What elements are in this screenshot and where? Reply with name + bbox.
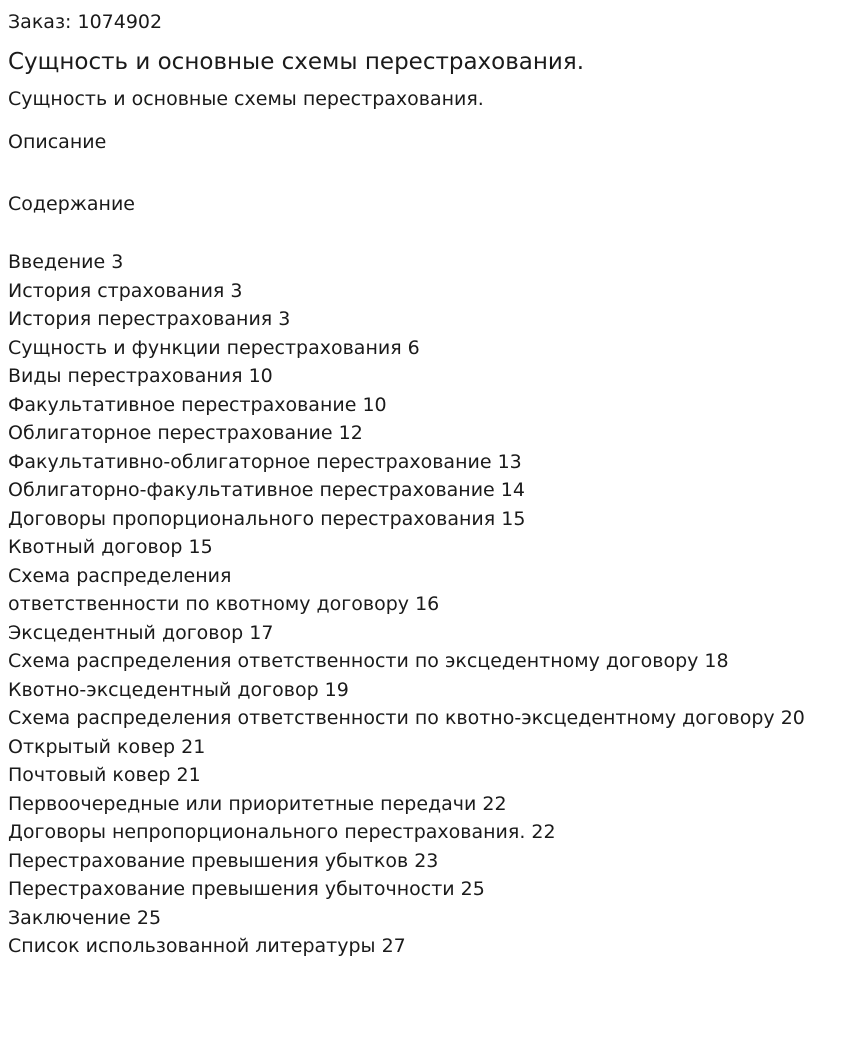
toc-item: Договоры непропорционального перестрахования. 22 <box>8 821 556 843</box>
toc-item: Введение 3 <box>8 251 124 273</box>
toc-item: Схема распределения ответственности по эксцедентному договору 18 <box>8 650 729 672</box>
toc-item: Схема распределения <box>8 564 232 587</box>
description-heading: Описание <box>8 131 107 153</box>
toc-item: Факультативное перестрахование 10 <box>8 393 387 416</box>
toc-item: История перестрахования 3 <box>8 308 291 330</box>
toc-item: Облигаторное перестрахование 12 <box>8 422 363 444</box>
toc-item: Перестрахование превышения убытков 23 <box>8 849 439 872</box>
toc-item: Перестрахование превышения убыточности 25 <box>8 878 485 900</box>
toc-item: Договоры пропорционального перестрахования 15 <box>8 507 526 530</box>
toc-item: ответственности по квотному договору 16 <box>8 593 440 615</box>
table-of-contents <box>8 248 805 961</box>
toc-item: Квотный договор 15 <box>8 536 213 558</box>
toc-item: Виды перестрахования 10 <box>8 365 273 387</box>
toc-item: Список использованной литературы 27 <box>8 935 406 957</box>
toc-item: Заключение 25 <box>8 906 162 929</box>
page-title: Сущность и основные схемы перестрахования. <box>8 49 585 75</box>
page-subtitle: Сущность и основные схемы перестрахования. <box>8 88 484 110</box>
toc-item: Первоочередные или приоритетные передачи 22 <box>8 792 507 815</box>
toc-item: Почтовый ковер 21 <box>8 764 201 786</box>
toc-item: Открытый ковер 21 <box>8 735 206 758</box>
toc-item: Квотно-эксцедентный договор 19 <box>8 678 349 701</box>
toc-item: Факультативно-облигаторное перестрахование 13 <box>8 450 522 473</box>
toc-item: Облигаторно-факультативное перестрахование 14 <box>8 479 525 501</box>
toc-item: Эксцедентный договор 17 <box>8 621 274 644</box>
toc-item: История страхования 3 <box>8 279 243 302</box>
contents-heading: Содержание <box>8 193 135 215</box>
order-number: Заказ: 1074902 <box>8 11 163 33</box>
toc-item: Сущность и функции перестрахования 6 <box>8 336 420 359</box>
toc-item: Схема распределения ответственности по квотно-эксцедентному договору 20 <box>8 707 805 729</box>
